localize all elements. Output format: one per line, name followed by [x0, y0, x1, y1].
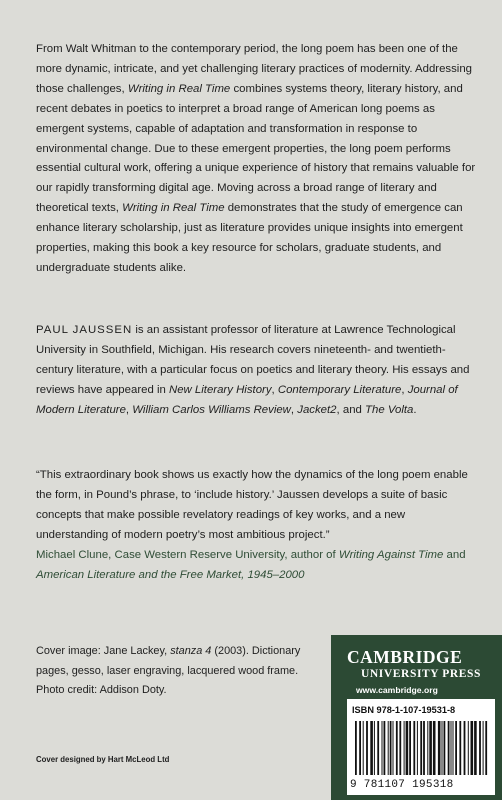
barcode-bar	[384, 721, 386, 775]
barcode-bar	[448, 721, 450, 775]
barcode-bar	[355, 721, 357, 775]
bio-segment: .	[413, 403, 417, 416]
author-bio-text	[36, 324, 469, 416]
bio-segment: is an assistant professor of literature at Lawrence Technological University in Southfield, Michigan. His research covers nineteenth- and twentieth-century literature, with a particular focus on poetics and literary theory. His essays and reviews have appeared in	[36, 324, 470, 396]
quote-text: “This extraordinary book shows us exactly how the dynamics of the long poem enable the form, in Pound’s phrase, to ‘include history.’ Jaussen develops a suite of basic concepts that make possible revelatory readings of key works, and a new understanding of modern poetry’s most ambitious project.”	[36, 469, 468, 541]
barcode-bar	[474, 721, 477, 775]
cover-image-caption	[36, 642, 306, 701]
bio-segment: ,	[401, 383, 408, 396]
barcode-bar	[438, 721, 441, 775]
barcode-icon	[355, 721, 489, 775]
barcode-bar	[388, 721, 389, 775]
barcode-bar	[459, 721, 461, 775]
barcode-bar	[363, 721, 364, 775]
barcode-bar	[359, 721, 361, 775]
blurb-segment: Writing in Real Time	[127, 82, 231, 95]
quote-attribution	[36, 549, 466, 581]
author-name: PAUL JAUSSEN	[36, 324, 133, 336]
barcode-bar	[485, 721, 487, 775]
attribution-segment: Writing Against Time	[338, 548, 444, 561]
barcode-bar	[464, 721, 466, 775]
attribution-segment: Michael Clune, Case Western Reserve University, author of	[36, 548, 339, 561]
barcode-bar	[420, 721, 422, 775]
attribution-segment: and	[443, 548, 466, 561]
barcode-bar	[413, 721, 415, 775]
barcode-bar	[366, 721, 368, 775]
barcode-bar	[471, 721, 474, 775]
barcode-bar	[417, 721, 418, 775]
isbn-label: ISBN 978-1-107-19531-8	[352, 705, 456, 715]
barcode-bar	[453, 721, 454, 775]
barcode-bar	[382, 721, 383, 775]
attribution-segment: American Literature and the Free Market, 1945–2000	[36, 568, 305, 581]
publisher-name: CAMBRIDGE	[347, 647, 463, 667]
barcode-bar	[423, 721, 425, 775]
caption-segment: (2003). Dictionary pages, gesso, laser engraving, lacquered wood frame. Photo credit: Addison Doty.	[36, 645, 301, 696]
blurb-segment: demonstrates that the study of emergence can enhance literary scholarship, just as literature provides unique insights into emergent properties, making this book a key resource for scholars, graduate students, and undergraduate students alike.	[36, 202, 463, 274]
endorsement-quote	[36, 466, 476, 585]
bio-segment: Journal of Modern Literature	[36, 383, 458, 416]
author-bio	[36, 321, 476, 421]
bio-segment: New Literary History	[168, 383, 272, 396]
publisher-url: www.cambridge.org	[356, 685, 438, 695]
barcode-bar	[370, 721, 373, 775]
publisher-panel	[331, 635, 502, 800]
bio-segment: The Volta	[365, 403, 414, 416]
barcode-bar	[444, 721, 446, 775]
caption-segment: Cover image: Jane Lackey,	[36, 645, 171, 657]
book-blurb	[36, 40, 476, 279]
barcode-bar	[404, 721, 405, 775]
barcode-bar	[427, 721, 428, 775]
bio-segment: , and	[336, 403, 366, 416]
barcode-bar	[451, 721, 452, 775]
bio-segment: ,	[125, 403, 133, 416]
barcode-bar	[455, 721, 457, 775]
publisher-press: UNIVERSITY PRESS	[361, 668, 482, 680]
barcode-bar	[377, 721, 379, 775]
blurb-segment: combines systems theory, literary history, and recent debates in poetics to interpret a broad range of American long poems as emergent systems, capable of adaptation and transformation in response to environmental change. Due to these emergent properties, the long poem performs essential cultural work, offering a unique experience of history that remains valuable for our rapidly transforming digital age. Moving across a broad range of literary and theoretical texts,	[36, 82, 476, 215]
bio-segment: ,	[290, 403, 298, 416]
bio-segment: Contemporary Literature	[277, 383, 402, 396]
barcode-bar	[483, 721, 484, 775]
barcode-digits: 9 781107 195318	[350, 779, 454, 791]
caption-segment: stanza 4	[170, 645, 212, 657]
barcode-box	[347, 699, 495, 795]
barcode-bar	[390, 721, 392, 775]
barcode-bar	[374, 721, 375, 775]
bio-segment: ,	[271, 383, 278, 396]
barcode-bar	[479, 721, 481, 775]
barcode-bar	[429, 721, 432, 775]
bio-segment: Jacket2	[297, 403, 337, 416]
barcode-bar	[409, 721, 411, 775]
barcode-bar	[396, 721, 398, 775]
barcode-bar	[406, 721, 409, 775]
blurb-segment: From Walt Whitman to the contemporary period, the long poem has been one of the more dynamic, intricate, and yet challenging literary practices of modernity. Addressing those challenges,	[36, 43, 473, 95]
barcode-bar	[468, 721, 469, 775]
blurb-segment: Writing in Real Time	[122, 202, 225, 215]
barcode-bar	[442, 721, 443, 775]
cover-design-credit: Cover designed by Hart McLeod Ltd	[36, 755, 170, 764]
barcode-bar	[399, 721, 401, 775]
barcode-bar	[393, 721, 394, 775]
barcode-bar	[433, 721, 436, 775]
bio-segment: William Carlos Williams Review	[132, 403, 291, 416]
